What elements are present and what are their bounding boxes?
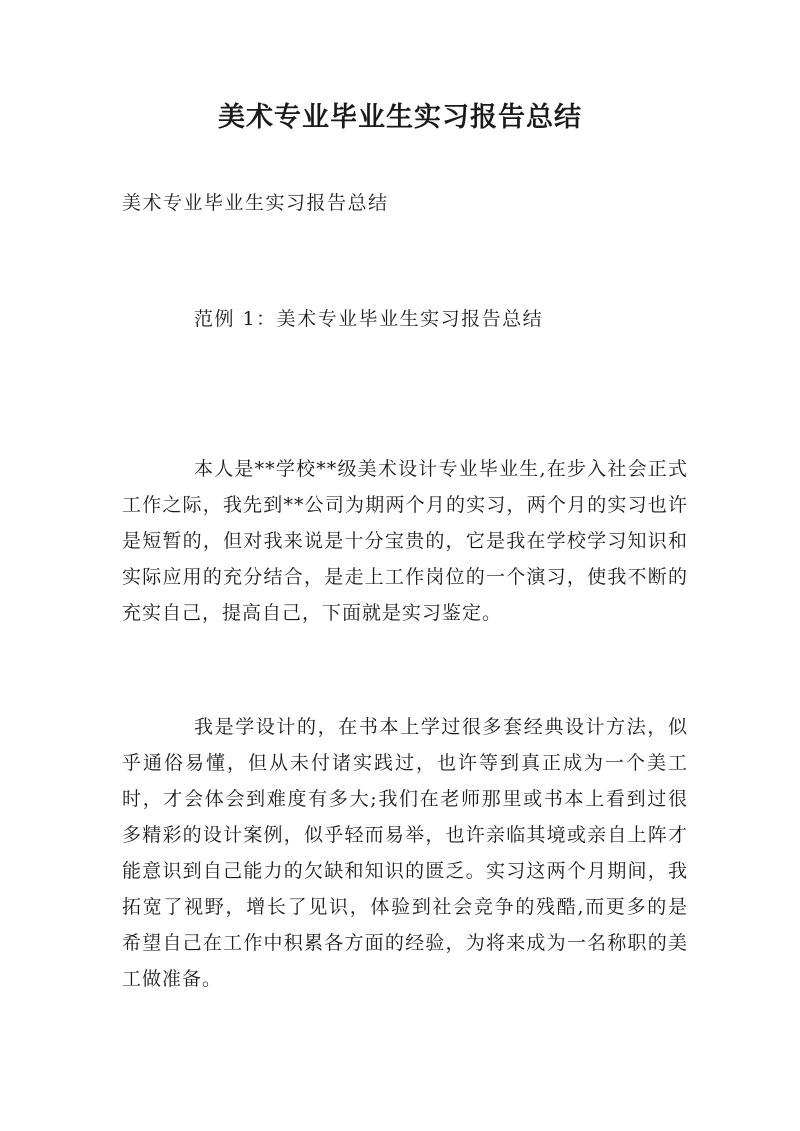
- example-heading: 范例 1：美术专业毕业生实习报告总结: [194, 308, 544, 330]
- document-title: 美术专业毕业生实习报告总结: [218, 102, 582, 133]
- document-subtitle: 美术专业毕业生实习报告总结: [122, 192, 389, 214]
- paragraph-experience: 我是学设计的，在书本上学过很多套经典设计方法，似乎通俗易懂，但从未付诸实践过，也许等到真正成为一个美工时，才会体会到难度有多大;我们在老师那里或书本上看到过很多精彩的设计案例，似乎轻而易举，也许亲临其境或亲自上阵才能意识到自己能力的欠缺和知识的匮乏。实习这两个月期间，我拓宽了视野，增长了见识，体验到社会竞争的残酷,而更多的是希望自己在工作中积累各方面的经验，为将来成为一名称职的美工做准备。: [122, 716, 688, 990]
- paragraph-intro: 本人是**学校**级美术设计专业毕业生,在步入社会正式工作之际，我先到**公司为期两个月的实习，两个月的实习也许是短暂的，但对我来说是十分宝贵的，它是我在学校学习知识和实际应用的充分结合，是走上工作岗位的一个演习，使我不断的充实自己，提高自己，下面就是实习鉴定。: [122, 458, 688, 624]
